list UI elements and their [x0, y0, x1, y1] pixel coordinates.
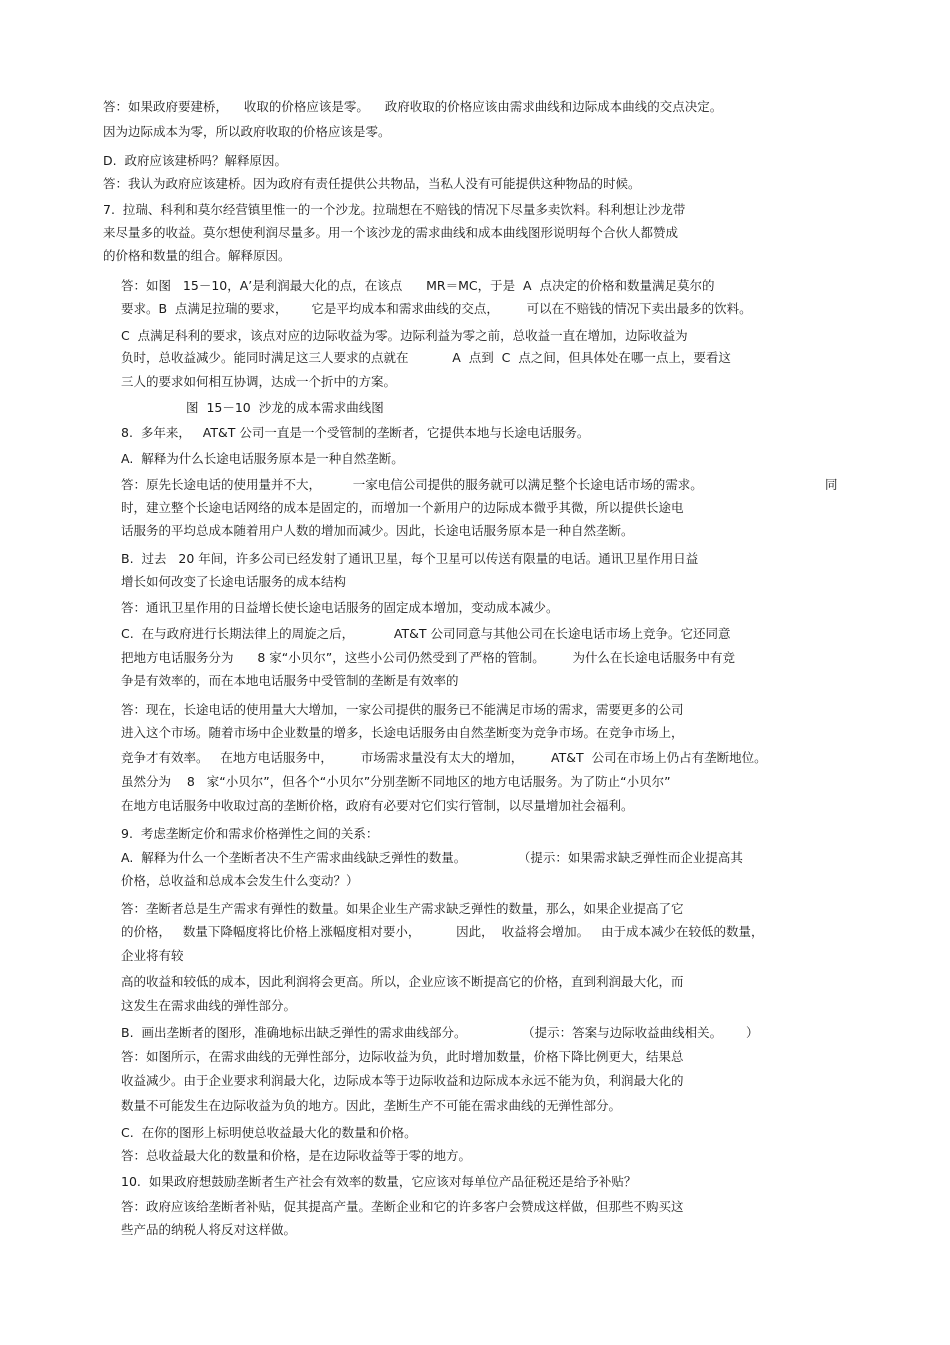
text-line: 答：原先长途电话的使用量并不大， 一家电信公司提供的服务就可以满足整个长途电话市场的需求。: [121, 477, 703, 492]
text-line: 答：如图所示，在需求曲线的无弹性部分，边际收益为负，此时增加数量，价格下降比例更大，结果总: [121, 1049, 684, 1064]
text-line: 收益减少。由于企业要求利润最大化，边际成本等于边际收益和边际成本永远不能为负，利润最大化的: [121, 1073, 684, 1088]
text-line: 答：总收益最大化的数量和价格，是在边际收益等于零的地方。: [121, 1148, 472, 1163]
text-line: 答：如图 15－10，A’是利润最大化的点，在该点 MR＝MC，于是 A 点决定的价格和数量满足莫尔的: [121, 278, 715, 293]
text-line: 时，建立整个长途电话网络的成本是固定的，而增加一个新用户的边际成本微乎其微，所以提供长途电: [121, 500, 684, 515]
text-line: 答：现在，长途电话的使用量大大增加，一家公司提供的服务已不能满足市场的需求，需要更多的公司: [121, 702, 684, 717]
text-line: 同: [825, 477, 838, 492]
text-line: 些产品的纳税人将反对这样做。: [121, 1222, 297, 1237]
text-line: 要求。B 点满足拉瑞的要求， 它是平均成本和需求曲线的交点， 可以在不赔钱的情况下卖出最多的饮料。: [121, 301, 752, 316]
text-line: 10. 如果政府想鼓励垄断者生产社会有效率的数量，它应该对每单位产品征税还是给予补贴？: [121, 1174, 637, 1189]
text-line: C. 在与政府进行长期法律上的周旋之后， AT&T 公司同意与其他公司在长途电话市场上竞争。它还同意: [121, 626, 731, 641]
text-line: 答：垄断者总是生产需求有弹性的数量。如果企业生产需求缺乏弹性的数量，那么，如果企业提高了它: [121, 901, 684, 916]
text-line: 因为边际成本为零，所以政府收取的价格应该是零。: [103, 124, 391, 139]
text-line: 答：我认为政府应该建桥。因为政府有责任提供公共物品，当私人没有可能提供这种物品的时候。: [103, 176, 641, 191]
text-line: B. 过去 20 年间，许多公司已经发射了通讯卫星，每个卫星可以传送有限量的电话。通讯卫星作用日益: [121, 551, 699, 566]
text-line: 三人的要求如何相互协调，达成一个折中的方案。: [121, 374, 397, 389]
text-line: 把地方电话服务分为 8 家“小贝尔”，这些小公司仍然受到了严格的管制。 为什么在长途电话服务中有竞: [121, 650, 736, 665]
text-line: C. 在你的图形上标明使总收益最大化的数量和价格。: [121, 1125, 417, 1140]
text-line: 答：通讯卫星作用的日益增长使长途电话服务的固定成本增加，变动成本减少。: [121, 600, 559, 615]
text-line: 来尽量多的收益。莫尔想使利润尽量多。用一个该沙龙的需求曲线和成本曲线图形说明每个合伙人都赞成: [103, 225, 679, 240]
text-line: C 点满足科利的要求，该点对应的边际收益为零。边际利益为零之前，总收益一直在增加，边际收益为: [121, 328, 688, 343]
text-line: 9. 考虑垄断定价和需求价格弹性之间的关系：: [121, 826, 379, 841]
figure-caption: 图 15－10 沙龙的成本需求曲线图: [186, 400, 384, 415]
text-line: 这发生在需求曲线的弹性部分。: [121, 998, 297, 1013]
text-line: 8. 多年来， AT&T 公司一直是一个受管制的垄断者，它提供本地与长途电话服务。: [121, 425, 590, 440]
text-line: 负时，总收益减少。能同时满足这三人要求的点就在 A 点到 C 点之间，但具体处在哪一点上，要看这: [121, 350, 731, 365]
text-line: B. 画出垄断者的图形，准确地标出缺乏弹性的需求曲线部分。 （提示：答案与边际收益曲线相关。 ）: [121, 1025, 759, 1040]
text-line: 争是有效率的，而在本地电话服务中受管制的垄断是有效率的: [121, 673, 459, 688]
text-line: 7. 拉瑞、科利和莫尔经营镇里惟一的一个沙龙。拉瑞想在不赔钱的情况下尽量多卖饮料。科利想让沙龙带: [103, 202, 686, 217]
text-line: 数量不可能发生在边际收益为负的地方。因此，垄断生产不可能在需求曲线的无弹性部分。: [121, 1098, 622, 1113]
text-line: D. 政府应该建桥吗？解释原因。: [103, 153, 288, 168]
text-line: 企业将有较: [121, 948, 184, 963]
text-line: 虽然分为 8 家“小贝尔”，但各个“小贝尔”分别垄断不同地区的地方电话服务。为了防止“小贝尔”: [121, 774, 671, 789]
text-line: 高的收益和较低的成本，因此利润将会更高。所以，企业应该不断提高它的价格，直到利润最大化，而: [121, 974, 684, 989]
text-line: 话服务的平均总成本随着用户人数的增加而减少。因此，长途电话服务原本是一种自然垄断。: [121, 523, 634, 538]
text-line: A. 解释为什么一个垄断者决不生产需求曲线缺乏弹性的数量。 （提示：如果需求缺乏弹性而企业提高其: [121, 850, 743, 865]
text-line: 进入这个市场。随着市场中企业数量的增多，长途电话服务由自然垄断变为竞争市场。在竞争市场上，: [121, 725, 684, 740]
text-line: A. 解释为什么长途电话服务原本是一种自然垄断。: [121, 451, 404, 466]
text-line: 的价格， 数量下降幅度将比价格上涨幅度相对要小， 因此， 收益将会增加。 由于成本减少在较低的数量，: [121, 924, 764, 939]
text-line: 价格，总收益和总成本会发生什么变动？）: [121, 873, 359, 888]
text-line: 答：政府应该给垄断者补贴，促其提高产量。垄断企业和它的许多客户会赞成这样做，但那些不购买这: [121, 1199, 684, 1214]
text-line: 在地方电话服务中收取过高的垄断价格，政府有必要对它们实行管制，以尽量增加社会福利。: [121, 798, 634, 813]
text-line: 答：如果政府要建桥， 收取的价格应该是零。 政府收取的价格应该由需求曲线和边际成本曲线的交点决定。: [103, 99, 723, 114]
text-line: 竞争才有效率。 在地方电话服务中， 市场需求量没有太大的增加， AT&T 公司在市场上仍占有垄断地位。: [121, 750, 767, 765]
text-line: 的价格和数量的组合。解释原因。: [103, 248, 291, 263]
text-line: 增长如何改变了长途电话服务的成本结构: [121, 574, 347, 589]
